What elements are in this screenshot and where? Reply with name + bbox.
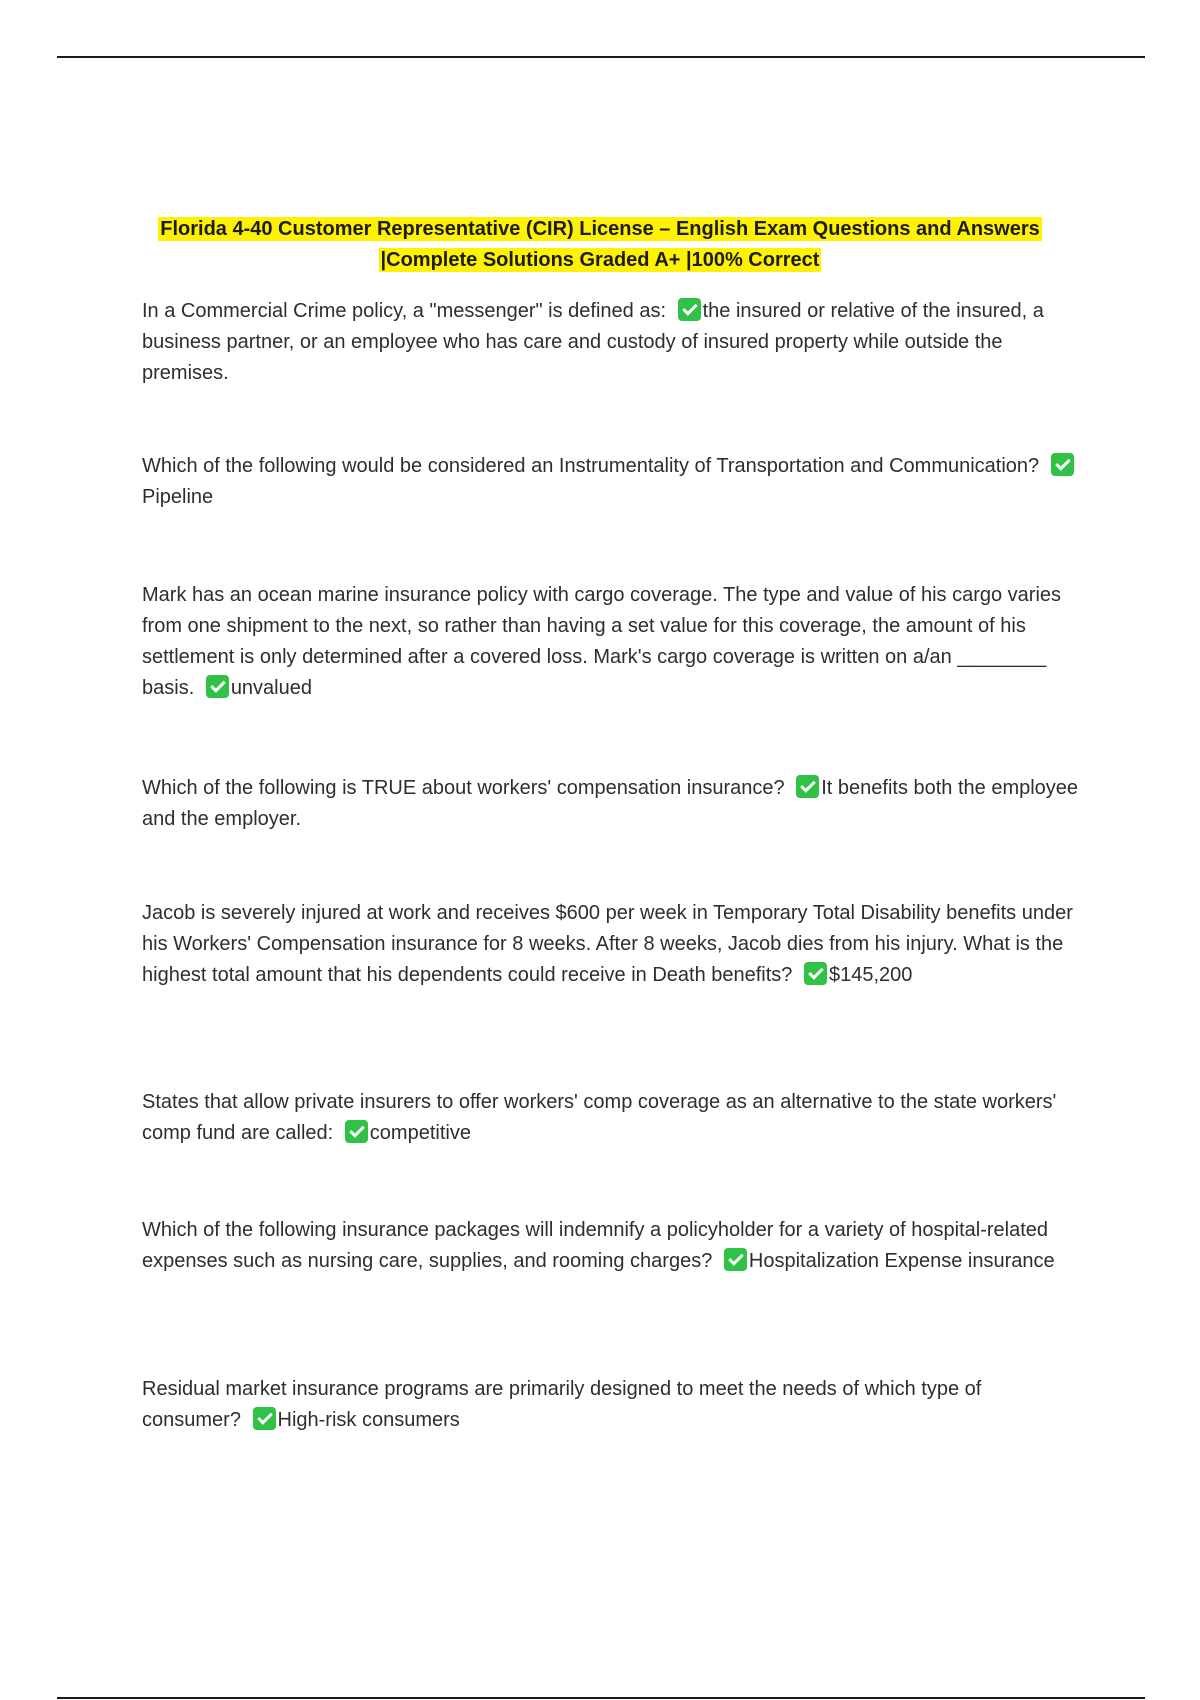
question-text: In a Commercial Crime policy, a "messenger" is defined as:	[142, 300, 667, 322]
answer-text: High-risk consumers	[277, 1409, 460, 1431]
answer-text: It benefits both the employee and the employer.	[142, 777, 1079, 830]
qa-item	[142, 451, 1082, 513]
question-text: Residual market insurance programs are primarily designed to meet the needs of which type of consumer?	[142, 1378, 982, 1431]
title-line-1: Florida 4-40 Customer Representative (CIR) License – English Exam Questions and Answers	[160, 218, 1040, 240]
check-mark-icon	[804, 962, 827, 985]
check-mark-icon	[678, 298, 701, 321]
qa-item	[142, 580, 1082, 704]
answer-text: Pipeline	[142, 486, 214, 508]
qa-item	[142, 773, 1082, 835]
question-text: Which of the following would be considered an Instrumentality of Transportation and Communication?	[142, 455, 1040, 477]
check-mark-icon	[796, 775, 819, 798]
answer-text: $145,200	[829, 964, 913, 986]
answer-text: Hospitalization Expense insurance	[748, 1250, 1055, 1272]
question-text: Which of the following is TRUE about workers' compensation insurance?	[142, 777, 785, 799]
qa-item	[142, 1374, 1082, 1436]
top-rule	[57, 56, 1145, 58]
title-line-2: |Complete Solutions Graded A+ |100% Correct	[380, 249, 820, 271]
check-mark-icon	[1051, 453, 1074, 476]
qa-item	[142, 1215, 1082, 1277]
bottom-rule	[57, 1697, 1145, 1699]
document-title	[140, 214, 1060, 276]
question-text: Mark has an ocean marine insurance policy with cargo coverage. The type and value of his cargo varies from one shipment to the next, so rather than having a set value for this coverage, the amount of his settlement is only determined after a covered loss. Mark's cargo coverage is written on a/an ________ basis.	[142, 584, 1062, 699]
answer-text: competitive	[369, 1122, 471, 1144]
check-mark-icon	[253, 1407, 276, 1430]
qa-item	[142, 1087, 1082, 1149]
check-mark-icon	[724, 1248, 747, 1271]
question-text: Which of the following insurance packages will indemnify a policyholder for a variety of hospital-related expenses such as nursing care, supplies, and rooming charges?	[142, 1219, 1049, 1272]
question-text: States that allow private insurers to offer workers' comp coverage as an alternative to the state workers' comp fund are called:	[142, 1091, 1057, 1144]
check-mark-icon	[345, 1120, 368, 1143]
answer-text: unvalued	[230, 677, 312, 699]
qa-item	[142, 898, 1082, 991]
check-mark-icon	[206, 675, 229, 698]
answer-text: the insured or relative of the insured, a business partner, or an employee who has care and custody of insured property while outside the premises.	[142, 300, 1044, 384]
question-text: Jacob is severely injured at work and receives $600 per week in Temporary Total Disability benefits under his Workers' Compensation insurance for 8 weeks. After 8 weeks, Jacob dies from his injury. What is the highest total amount that his dependents could receive in Death benefits?	[142, 902, 1073, 986]
qa-item	[142, 296, 1082, 389]
